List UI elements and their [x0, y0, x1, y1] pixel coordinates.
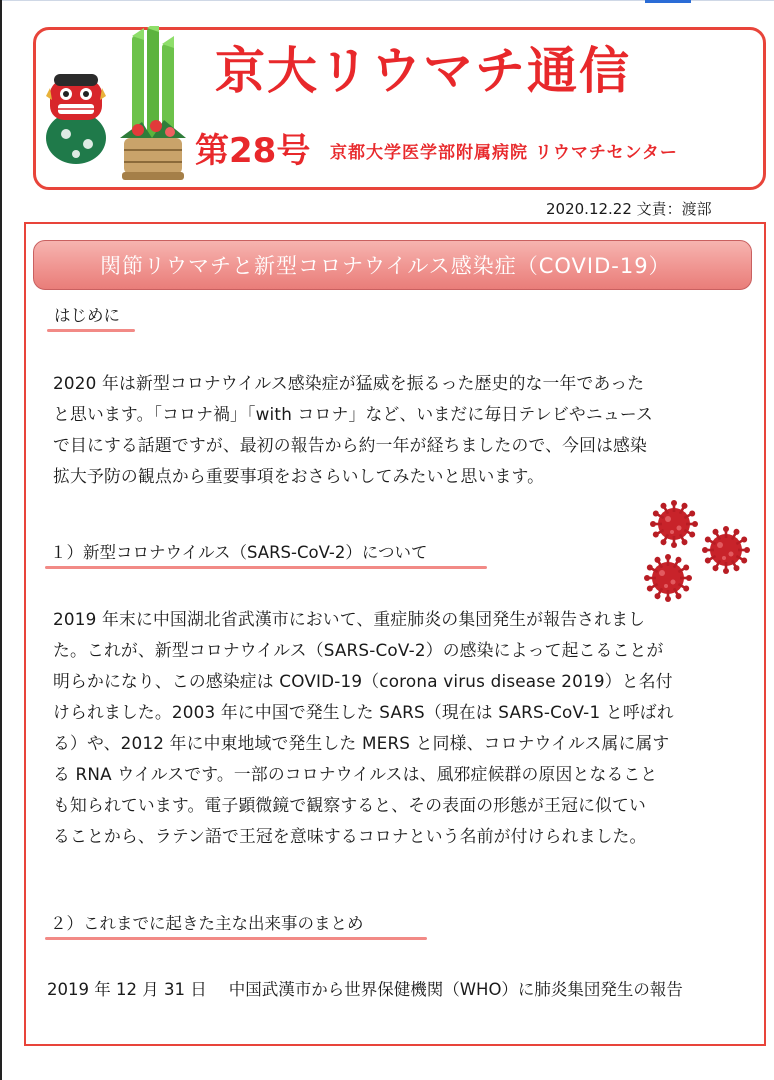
text-line: 拡大予防の観点から重要事項をおさらいしてみたいと思います。: [53, 466, 545, 486]
issue-number: 第28号: [195, 131, 311, 171]
text-line: と思います。「コロナ禍」「with コロナ」など、いまだに毎日テレビやニュース: [53, 404, 653, 424]
section-heading-1: １）新型コロナウイルス（SARS-CoV-2）について: [50, 543, 428, 562]
kadomatsu-icon: [112, 26, 194, 186]
text-line: る）や、2012 年に中東地域で発生した MERS と同様、コロナウイルス属に属す: [53, 733, 670, 753]
section1-paragraph: [53, 604, 753, 852]
text-line: ることから、ラテン語で王冠を意味するコロナという名前が付けられました。: [53, 826, 647, 846]
article-title: 関節リウマチと新型コロナウイルス感染症（COVID-19）: [100, 254, 671, 278]
top-edge-marker: [645, 0, 691, 3]
left-edge-rule: [0, 0, 2, 1080]
text-line: た。これが、新型コロナウイルス（SARS-CoV-2）の感染によって起こることが: [53, 640, 664, 660]
coronavirus-icon: [640, 498, 752, 604]
text-line: も知られています。電子顕微鏡で観察すると、その表面の形態が王冠に似てい: [53, 795, 647, 815]
timeline-event: 中国武漢市から世界保健機関（WHO）に肺炎集団発生の報告: [228, 980, 683, 999]
text-line: で目にする話題ですが、最初の報告から約一年が経ちましたので、今回は感染: [53, 435, 648, 455]
section-heading-2: ２）これまでに起きた主な出来事のまとめ: [50, 914, 364, 933]
date-author-line: 2020.12.22 文責：渡部: [546, 200, 712, 218]
newsletter-title: 京大リウマチ通信: [215, 42, 631, 100]
timeline-date: 2019 年 12 月 31 日: [47, 980, 207, 999]
shishimai-lion-dance-icon: [36, 66, 116, 166]
text-line: けられました。2003 年に中国で発生した SARS（現在は SARS-CoV-1 と呼ばれ: [53, 702, 674, 722]
section-heading-intro: はじめに: [54, 306, 120, 325]
text-line: 2019 年末に中国湖北省武漢市において、重症肺炎の集団発生が報告されまし: [53, 609, 646, 629]
section-heading-underline: [47, 329, 135, 332]
section-heading-underline: [45, 937, 427, 940]
text-line: 明らかになり、この感染症は COVID-19（corona virus disease 2019）と名付: [53, 671, 673, 691]
timeline-entry: [47, 976, 683, 1004]
intro-paragraph: [53, 368, 753, 492]
hospital-name: 京都大学医学部附属病院 リウマチセンター: [330, 143, 678, 163]
section-heading-underline: [45, 566, 487, 569]
text-line: る RNA ウイルスです。一部のコロナウイルスは、風邪症候群の原因となること: [53, 764, 658, 784]
text-line: 2020 年は新型コロナウイルス感染症が猛威を振るった歴史的な一年であった: [53, 373, 645, 393]
